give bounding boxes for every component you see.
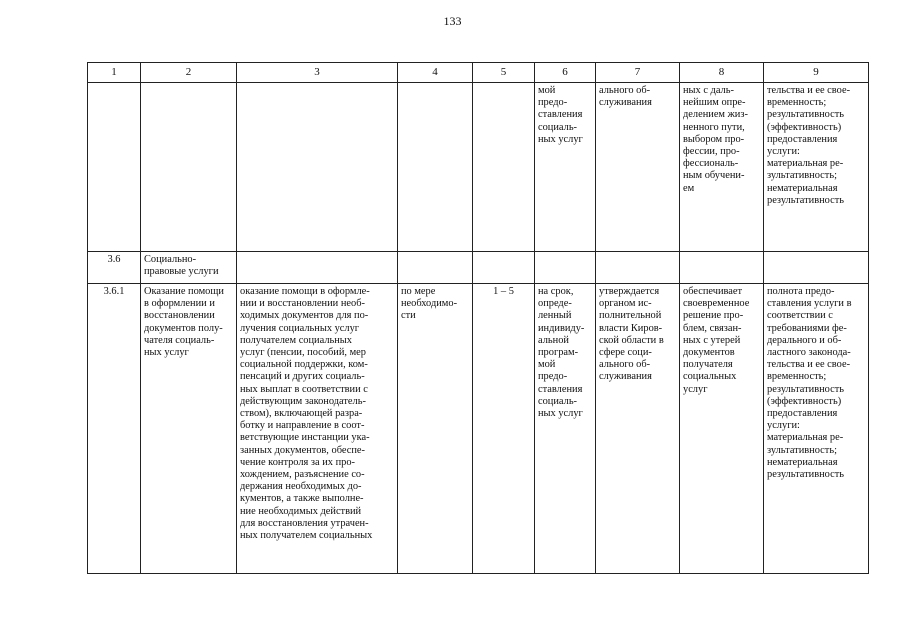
table-cell-service-name: Оказание помощи в оформлении и восстановлении документов полу- чателя социаль- ных услуг (141, 284, 237, 574)
table-cell-conditions (680, 252, 764, 284)
column-header: 7 (596, 63, 680, 83)
table-cell-quantity (473, 252, 535, 284)
table-cell-quantity (473, 83, 535, 252)
column-header: 1 (88, 63, 141, 83)
table-cell-quantity: 1 – 5 (473, 284, 535, 574)
table-cell-service-name (141, 83, 237, 252)
table-cell-term (535, 252, 596, 284)
column-header: 8 (680, 63, 764, 83)
table-cell-frequency (398, 83, 473, 252)
table-cell-conditions: обеспечивает своевременное решение про- блем, связан- ных с утерей документов получателя социальных услуг (680, 284, 764, 574)
table-row-service (88, 284, 869, 574)
table-cell-description: оказание помощи в оформле- нии и восстановлении необ- ходимых документов для по- лучения социальных услуг получателем социальных услуг (пенсии, пособий, мер социальной поддержки, ком- пенсаций и других социаль- ных выплат в соответствии с действующим законодатель- ством), включающей разра- ботку и направление в соот- ветствующие инстанции ука- занных документов, обеспе- чение контроля за их про- хождением, разъяснение со- держания необходимых до- кументов, а также выполне- ние необходимых действий для восстановления утрачен- ных получателем социальных (237, 284, 398, 574)
table-cell-quality (764, 252, 869, 284)
table-row-continuation (88, 83, 869, 252)
services-table (87, 62, 869, 574)
column-header: 3 (237, 63, 398, 83)
table-cell-quality: полнота предо- ставления услуги в соответствии с требованиями фе- дерального и об- ластного законода- тельства и ее свое- временность; результативность (эффективность) предоставления услуги: материальная ре- зультативность; нематериальная результативность (764, 284, 869, 574)
table-cell-description (237, 252, 398, 284)
table-cell-frequency: по мере необходимо- сти (398, 284, 473, 574)
column-header: 6 (535, 63, 596, 83)
table-cell-number: 3.6.1 (88, 284, 141, 574)
table-cell-quality: тельства и ее свое- временность; результативность (эффективность) предоставления услуги: материальная ре- зультативность; нематериальная результативность (764, 83, 869, 252)
table-header-row (88, 63, 869, 83)
table-row-section (88, 252, 869, 284)
page-number: 133 (443, 14, 462, 28)
table-cell-frequency (398, 252, 473, 284)
table-cell-term: мой предо- ставления социаль- ных услуг (535, 83, 596, 252)
column-header: 5 (473, 63, 535, 83)
column-header: 4 (398, 63, 473, 83)
column-header: 9 (764, 63, 869, 83)
table-cell-number (88, 83, 141, 252)
table-cell-service-name: Социально- правовые услуги (141, 252, 237, 284)
table-cell-description (237, 83, 398, 252)
table-cell-tariff: утверждается органом ис- полнительной власти Киров- ской области в сфере соци- ального об- служивания (596, 284, 680, 574)
table-cell-tariff: ального об- служивания (596, 83, 680, 252)
column-header: 2 (141, 63, 237, 83)
table-cell-number: 3.6 (88, 252, 141, 284)
table-cell-term: на срок, опреде- ленный индивиду- альной програм- мой предо- ставления социаль- ных услуг (535, 284, 596, 574)
table-cell-conditions: ных с даль- нейшим опре- делением жиз- ненного пути, выбором про- фессии, про- фессиональ- ным обучени- ем (680, 83, 764, 252)
table-cell-tariff (596, 252, 680, 284)
